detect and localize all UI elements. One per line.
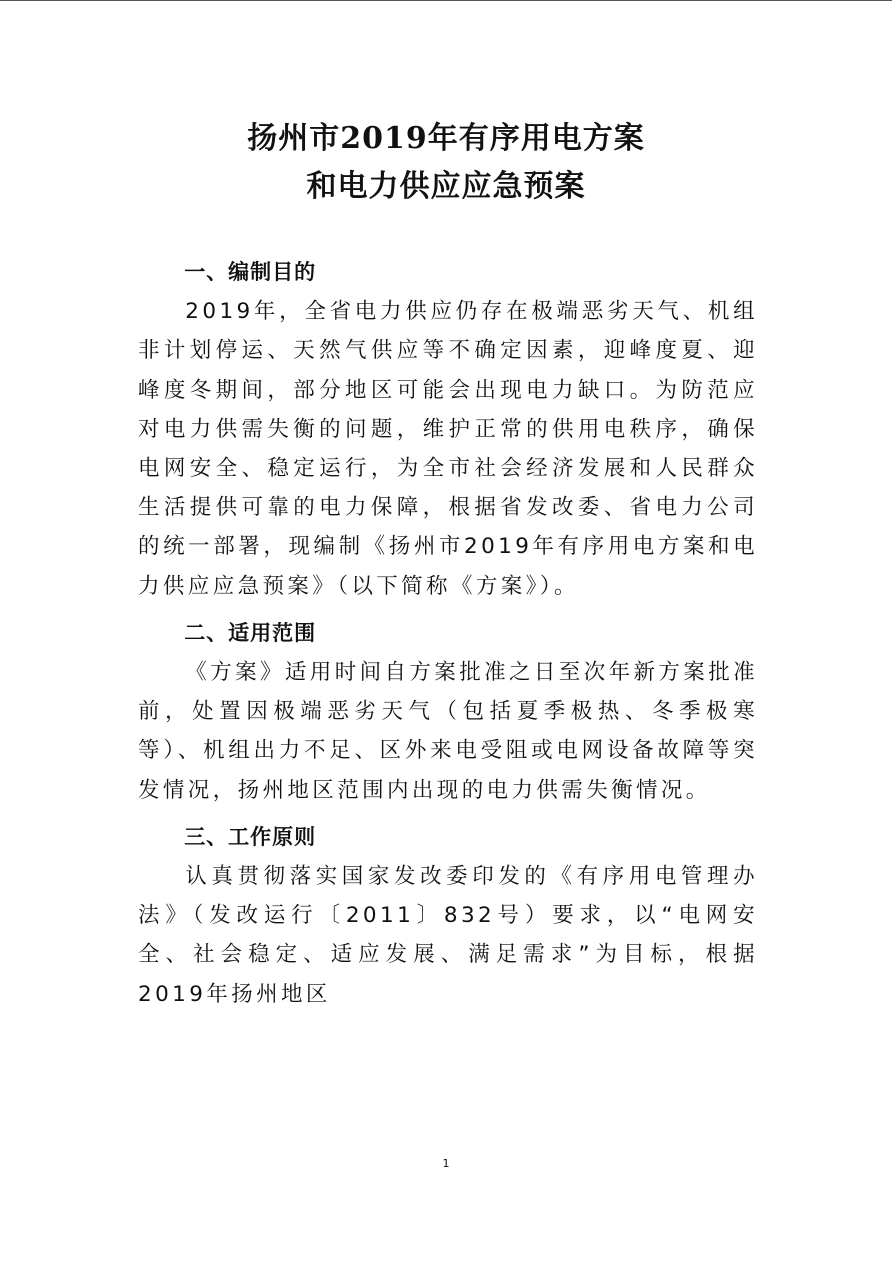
section-paragraph-purpose: 2019年，全省电力供应仍存在极端恶劣天气、机组非计划停运、天然气供应等不确定因素，迎峰度夏、迎峰度冬期间，部分地区可能会出现电力缺口。为防范应对电力供需失衡的问题，维护正常的供用电秩序，确保电网安全、稳定运行，为全市社会经济发展和人民群众生活提供可靠的电力保障，根据省发改委、省电力公司的统一部署，现编制《扬州市2019年有序用电方案和电力供应应急预案》（以下简称《方案》）。: [138, 299, 758, 599]
document-title-line-1: 扬州市2019年有序用电方案: [247, 121, 645, 156]
section-heading-scope: 二、适用范围: [184, 620, 317, 645]
section-heading-purpose: 一、编制目的: [184, 260, 317, 284]
section-paragraph-scope: 《方案》适用时间自方案批准之日至次年新方案批准前，处置因极端恶劣天气（包括夏季极热、冬季极寒等）、机组出力不足、区外来电受阻或电网设备故障等突发情况，扬州地区范围内出现的电力供需失衡情况。: [138, 660, 758, 803]
document-title-line-2: 和电力供应应急预案: [306, 169, 586, 204]
section-heading-principles: 三、工作原则: [184, 824, 317, 849]
document-body: [138, 253, 758, 1014]
page-number: 1: [442, 1157, 450, 1170]
section-paragraph-principles: 认真贯彻落实国家发改委印发的《有序用电管理办法》（发改运行〔2011〕832号）要求，以“电网安全、社会稳定、适应发展、满足需求”为目标，根据2019年扬州地区: [138, 864, 758, 1007]
